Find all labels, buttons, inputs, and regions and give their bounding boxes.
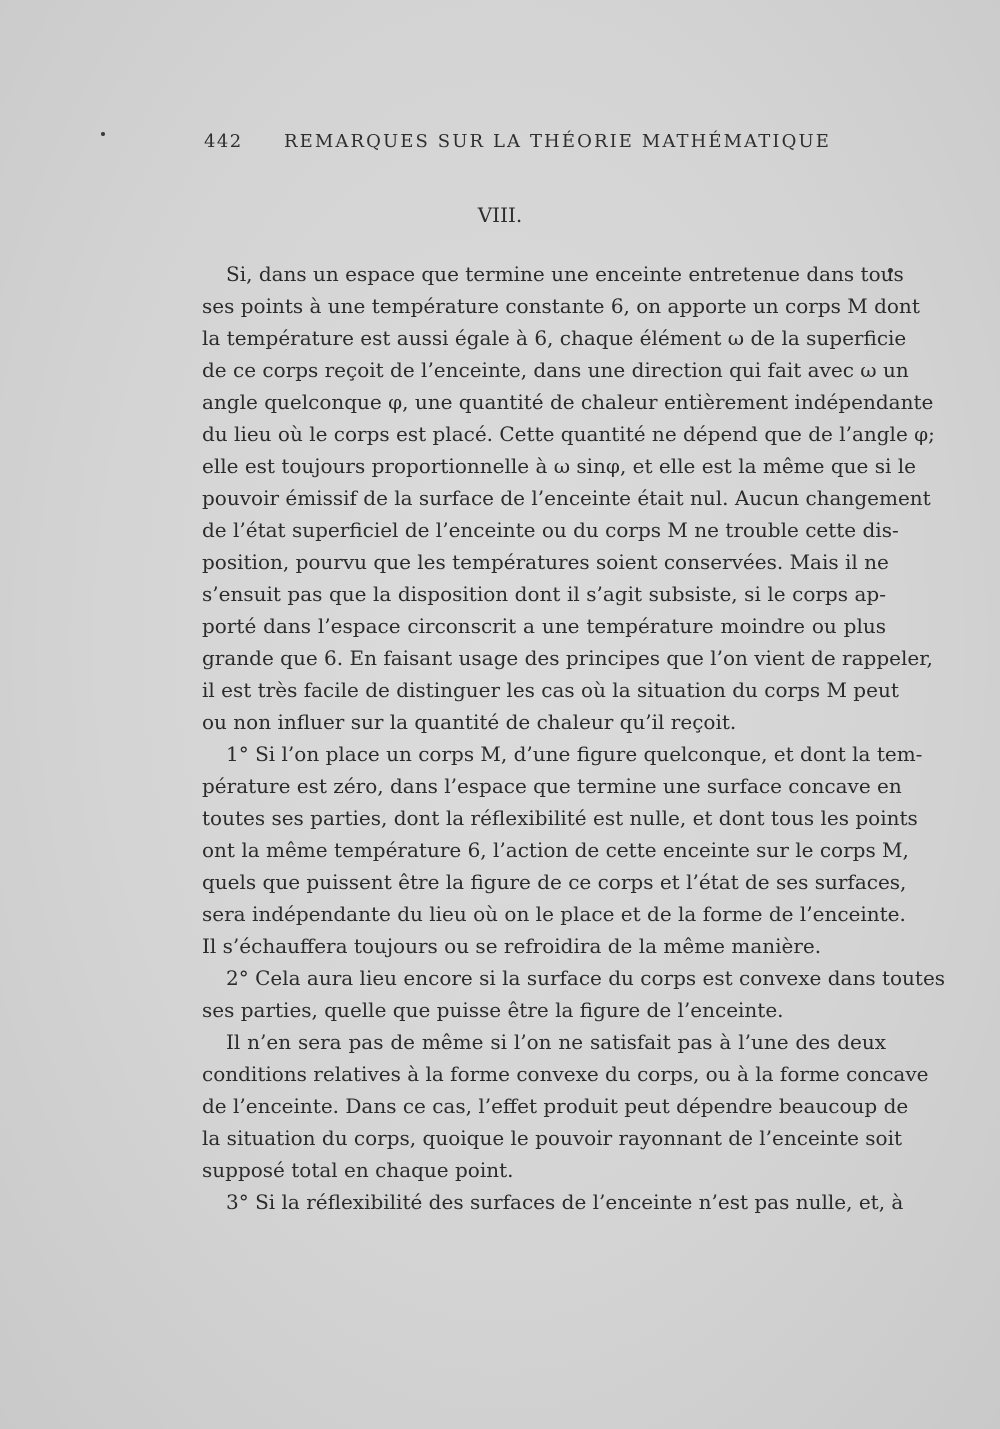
- paragraph: [202, 258, 935, 738]
- text-line: elle est toujours proportionnelle à ω sinφ, et elle est la même que si le: [202, 454, 916, 478]
- text-line: position, pourvu que les températures soient conservées. Mais il ne: [202, 550, 889, 574]
- paragraph: [202, 962, 946, 1026]
- text-line: toutes ses parties, dont la réflexibilité est nulle, et dont tous les points: [202, 806, 918, 830]
- text-line: angle quelconque φ, une quantité de chaleur entièrement indépendante: [202, 390, 934, 414]
- paragraph: [202, 1026, 929, 1186]
- text-line: la situation du corps, quoique le pouvoir rayonnant de l’enceinte soit: [202, 1126, 903, 1150]
- text-line: grande que 6. En faisant usage des principes que l’on vient de rappeler,: [202, 646, 933, 670]
- page-header: [204, 131, 831, 157]
- paragraph: [202, 738, 923, 962]
- text-line: du lieu où le corps est placé. Cette quantité ne dépend que de l’angle φ;: [202, 422, 935, 446]
- text-line: Il n’en sera pas de même si l’on ne satisfait pas à l’une des deux: [226, 1030, 886, 1054]
- text-line: ses points à une température constante 6, on apporte un corps M dont: [202, 294, 920, 318]
- text-line: s’ensuit pas que la disposition dont il s’agit subsiste, si le corps ap-: [202, 582, 886, 606]
- text-line: quels que puissent être la figure de ce corps et l’état de ses surfaces,: [202, 870, 907, 894]
- page-number: 442: [204, 131, 243, 152]
- text-line: supposé total en chaque point.: [202, 1158, 514, 1182]
- text-line: pouvoir émissif de la surface de l’enceinte était nul. Aucun changement: [202, 486, 931, 510]
- text-line: de ce corps reçoit de l’enceinte, dans une direction qui fait avec ω un: [202, 358, 909, 382]
- text-line: il est très facile de distinguer les cas où la situation du corps M peut: [202, 678, 899, 702]
- text-line: ou non influer sur la quantité de chaleur qu’il reçoit.: [202, 710, 737, 734]
- text-line: 2° Cela aura lieu encore si la surface du corps est convexe dans toutes: [226, 966, 946, 990]
- body-text: [202, 258, 946, 1218]
- margin-speck: [101, 132, 105, 136]
- text-line: 3° Si la réflexibilité des surfaces de l’enceinte n’est pas nulle, et, à: [226, 1190, 904, 1214]
- text-line: porté dans l’espace circonscrit a une température moindre ou plus: [202, 614, 886, 638]
- text-line: Si, dans un espace que termine une enceinte entretenue dans tous: [226, 262, 904, 286]
- text-line: conditions relatives à la forme convexe du corps, ou à la forme concave: [202, 1062, 929, 1086]
- paragraph: [202, 1186, 904, 1218]
- text-line: la température est aussi égale à 6, chaque élément ω de la superficie: [202, 326, 907, 350]
- text-line: Il s’échauffera toujours ou se refroidira de la même manière.: [202, 934, 822, 958]
- section-heading: VIII.: [477, 203, 523, 227]
- text-line: sera indépendante du lieu où on le place et de la forme de l’enceinte.: [202, 902, 906, 926]
- text-line: de l’état superficiel de l’enceinte ou du corps M ne trouble cette dis-: [202, 518, 899, 542]
- text-line: de l’enceinte. Dans ce cas, l’effet produit peut dépendre beaucoup de: [202, 1094, 909, 1118]
- text-line: pérature est zéro, dans l’espace que termine une surface concave en: [202, 774, 902, 798]
- text-line: 1° Si l’on place un corps M, d’une figure quelconque, et dont la tem-: [226, 742, 923, 766]
- running-title: REMARQUES SUR LA THÉORIE MATHÉMATIQUE: [284, 131, 831, 152]
- text-line: ont la même température 6, l’action de cette enceinte sur le corps M,: [202, 838, 909, 862]
- text-line: ses parties, quelle que puisse être la figure de l’enceinte.: [202, 998, 784, 1022]
